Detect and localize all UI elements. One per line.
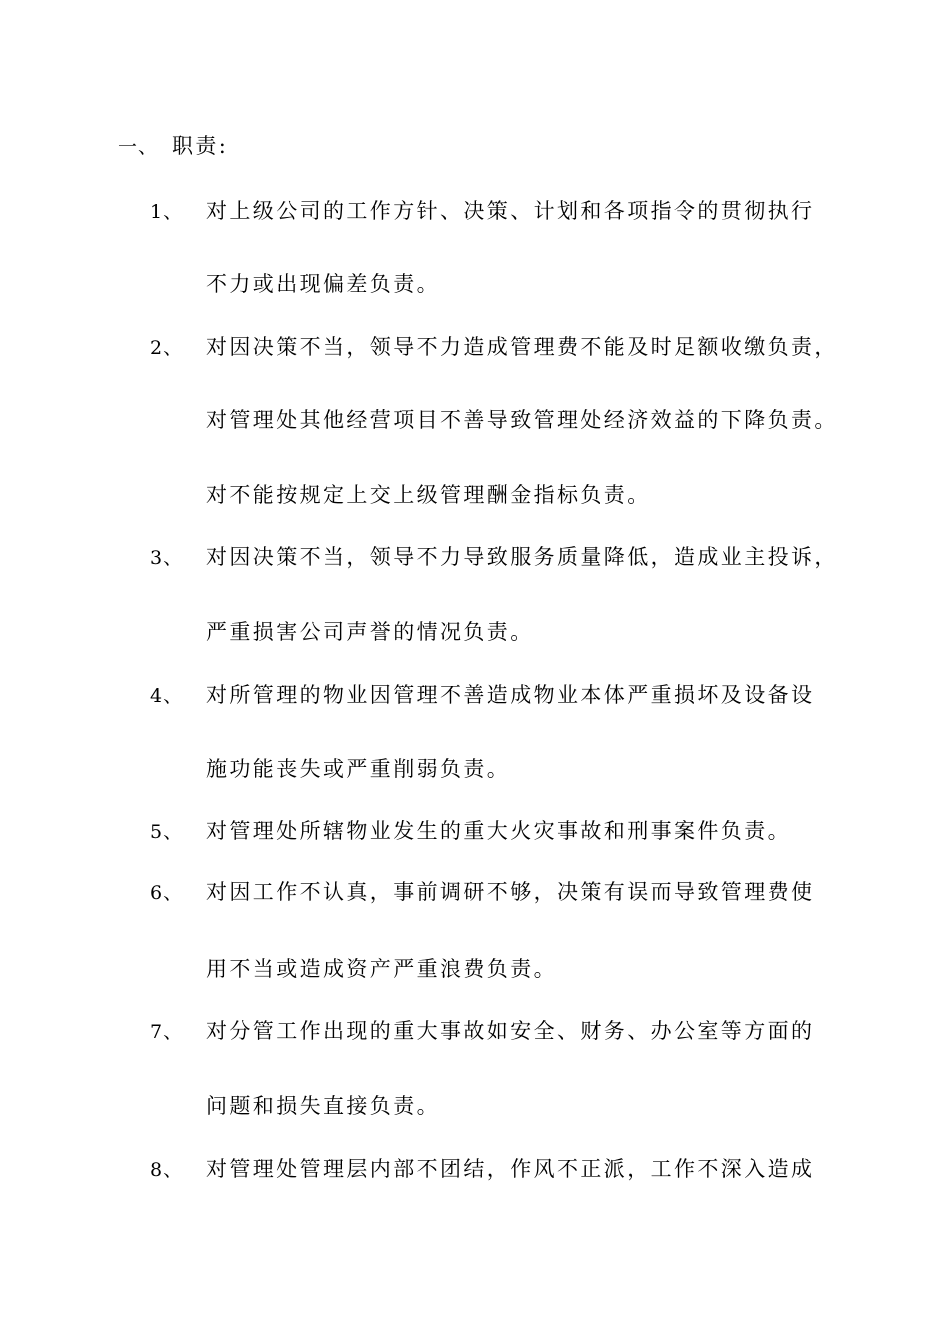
list-item-text: 不力或出现偏差负责。 [206,272,440,296]
list-item-number: 4、 [150,685,184,707]
list-item-number: 3、 [150,547,184,569]
list-item-text: 问题和损失直接负责。 [206,1094,440,1118]
list-item-number: 7、 [150,1021,184,1043]
list-item-number: 2、 [150,337,184,359]
list-item-text: 严重损害公司声誉的情况负责。 [206,620,534,644]
list-item-text: 对管理处所辖物业发生的重大火灾事故和刑事案件负责。 [206,819,791,843]
list-item-text: 对因决策不当，领导不力造成管理费不能及时足额收缴负责， [206,335,838,359]
list-item-text: 对因工作不认真，事前调研不够，决策有误而导致管理费使 [206,880,815,904]
section-number: 一、 [118,136,159,158]
list-item-number: 6、 [150,882,184,904]
list-item-text: 对管理处管理层内部不团结，作风不正派，工作不深入造成 [206,1157,815,1181]
list-item-text: 对不能按规定上交上级管理酬金指标负责。 [206,483,651,507]
list-item-text: 施功能丧失或严重削弱负责。 [206,757,511,781]
section-title: 职责: [172,134,229,158]
list-item-number: 5、 [150,821,184,843]
list-item-text: 对分管工作出现的重大事故如安全、财务、办公室等方面的 [206,1019,815,1043]
list-item-text: 对因决策不当，领导不力导致服务质量降低，造成业主投诉， [206,545,838,569]
list-item-text: 对所管理的物业因管理不善造成物业本体严重损坏及设备设 [206,683,815,707]
list-item-number: 8、 [150,1159,184,1181]
list-item-text: 对上级公司的工作方针、决策、计划和各项指令的贯彻执行 [206,199,815,223]
list-item-text: 用不当或造成资产严重浪费负责。 [206,957,557,981]
list-item-text: 对管理处其他经营项目不善导致管理处经济效益的下降负责。 [206,408,838,432]
list-item-number: 1、 [150,201,184,223]
